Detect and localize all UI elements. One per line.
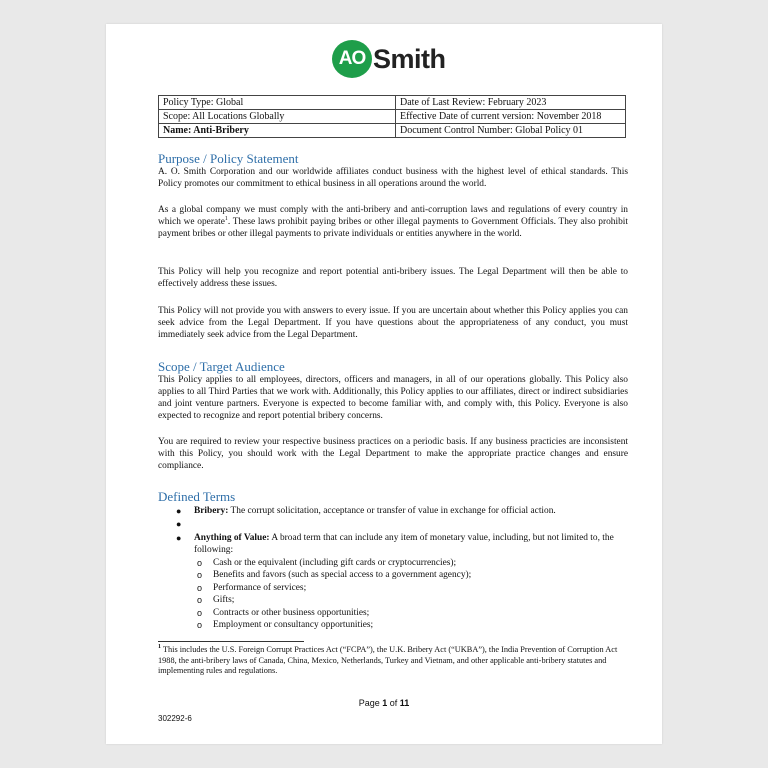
policy-type-cell: Policy Type: Global: [159, 96, 396, 110]
scope-heading: Scope / Target Audience: [158, 359, 285, 374]
purpose-heading: Purpose / Policy Statement: [158, 151, 299, 166]
purpose-paragraph-3: This Policy will help you recognize and report potential anti-bribery issues. The Legal Department will then be able to effectively address these issues.: [158, 267, 628, 290]
scope-paragraph-2: You are required to review your respective business practices on a periodic basis. If any business practicies are inconsistent with this Policy, you should work with the Legal Department to make the appropriate practice changes and ensure compliance.: [158, 437, 628, 472]
sub-list-item: o Performance of services;: [197, 583, 307, 593]
list-item-bribery: Bribery: The corrupt solicitation, acceptance or transfer of value in exchange for official action.: [194, 506, 556, 516]
footnote-mark: 1: [158, 644, 161, 651]
bullet-icon: ●: [176, 533, 182, 543]
effective-date-cell: Effective Date of current version: November 2018: [396, 110, 626, 124]
table-row: [159, 96, 626, 110]
last-review-cell: Date of Last Review: February 2023: [396, 96, 626, 110]
logo-circle: AO: [332, 40, 372, 78]
document-page: [106, 24, 662, 744]
table-row: [159, 124, 626, 138]
footnote-reference: 1: [224, 215, 228, 222]
policy-name-cell: Name: Anti-Bribery: [159, 124, 396, 138]
sub-list-item: o Gifts;: [197, 595, 235, 605]
footnote: $^1$ This includes the U.S. Foreign Corrupt Practices Act (“FCPA”), the U.K. Bribery Act (“UKBA”), the India Prevention of Corruption Act 1988, the anti-bribery laws of Canada, China, Mexico, Netherlands, Turkey and Vietnam, and other applicable anti-bribery statutes and implementing rules and regulations.: [158, 644, 618, 676]
purpose-paragraph-2: As a global company we must comply with the anti-bribery and anti-corruption laws and regulations of every country in which we operate$^1$. These laws prohibit paying bribes or other illegal payments to Government Officials. They also prohibit payment bribes or other illegal payments to private individuals or entities anywhere in the world.: [158, 205, 628, 240]
purpose-paragraph-1: A. O. Smith Corporation and our worldwide affiliates conduct business with the highest level of ethical standards. This Policy promotes our commitment to ethical business in all operations around the world.: [158, 167, 628, 190]
footnote-divider: [158, 641, 304, 642]
document-number: 302292-6: [158, 714, 192, 723]
sub-list-item: o Benefits and favors (such as special access to a government agency);: [197, 570, 472, 580]
defined-terms-heading: Defined Terms: [158, 489, 236, 504]
policy-info-table: [158, 95, 626, 138]
logo-wordmark: Smith: [373, 43, 446, 74]
list-item-anything-of-value: Anything of Value: A broad term that can include any item of monetary value, including, but not limited to, the following:: [194, 533, 614, 556]
page-number: Page 1 of 11: [358, 698, 410, 708]
scope-paragraph-1: This Policy applies to all employees, directors, officers and managers, in all of our operations globally. This Policy also applies to all Third Parties that we work with. Additionally, this Policy applies to our affiliates, direct or indirect subsidiaries and joint venture partners. Everyone is expected to become familiar with, and comply with, this Policy. Everyone is also expected to recognize and report potential bribery concerns.: [158, 375, 628, 422]
scope-cell: Scope: All Locations Globally: [159, 110, 396, 124]
company-logo: [332, 40, 446, 78]
sub-list-item: o Cash or the equivalent (including gift cards or cryptocurrencies);: [197, 558, 457, 568]
control-number-cell: Document Control Number: Global Policy 01: [396, 124, 626, 138]
term-anything-of-value: Anything of Value:: [194, 533, 270, 543]
bullet-icon: ●: [176, 519, 182, 529]
term-bribery: Bribery:: [194, 506, 229, 516]
bullet-icon: ●: [176, 506, 182, 516]
sub-list-item: o Contracts or other business opportunities;: [197, 608, 370, 618]
table-row: [159, 110, 626, 124]
sub-list-item: o Employment or consultancy opportunities;: [197, 620, 374, 630]
purpose-paragraph-4: This Policy will not provide you with answers to every issue. If you are uncertain about whether this Policy applies you can seek advice from the Legal Department. If you have questions about the appropriateness of any conduct, you must immediately seek advice from the Legal Department.: [158, 306, 628, 341]
